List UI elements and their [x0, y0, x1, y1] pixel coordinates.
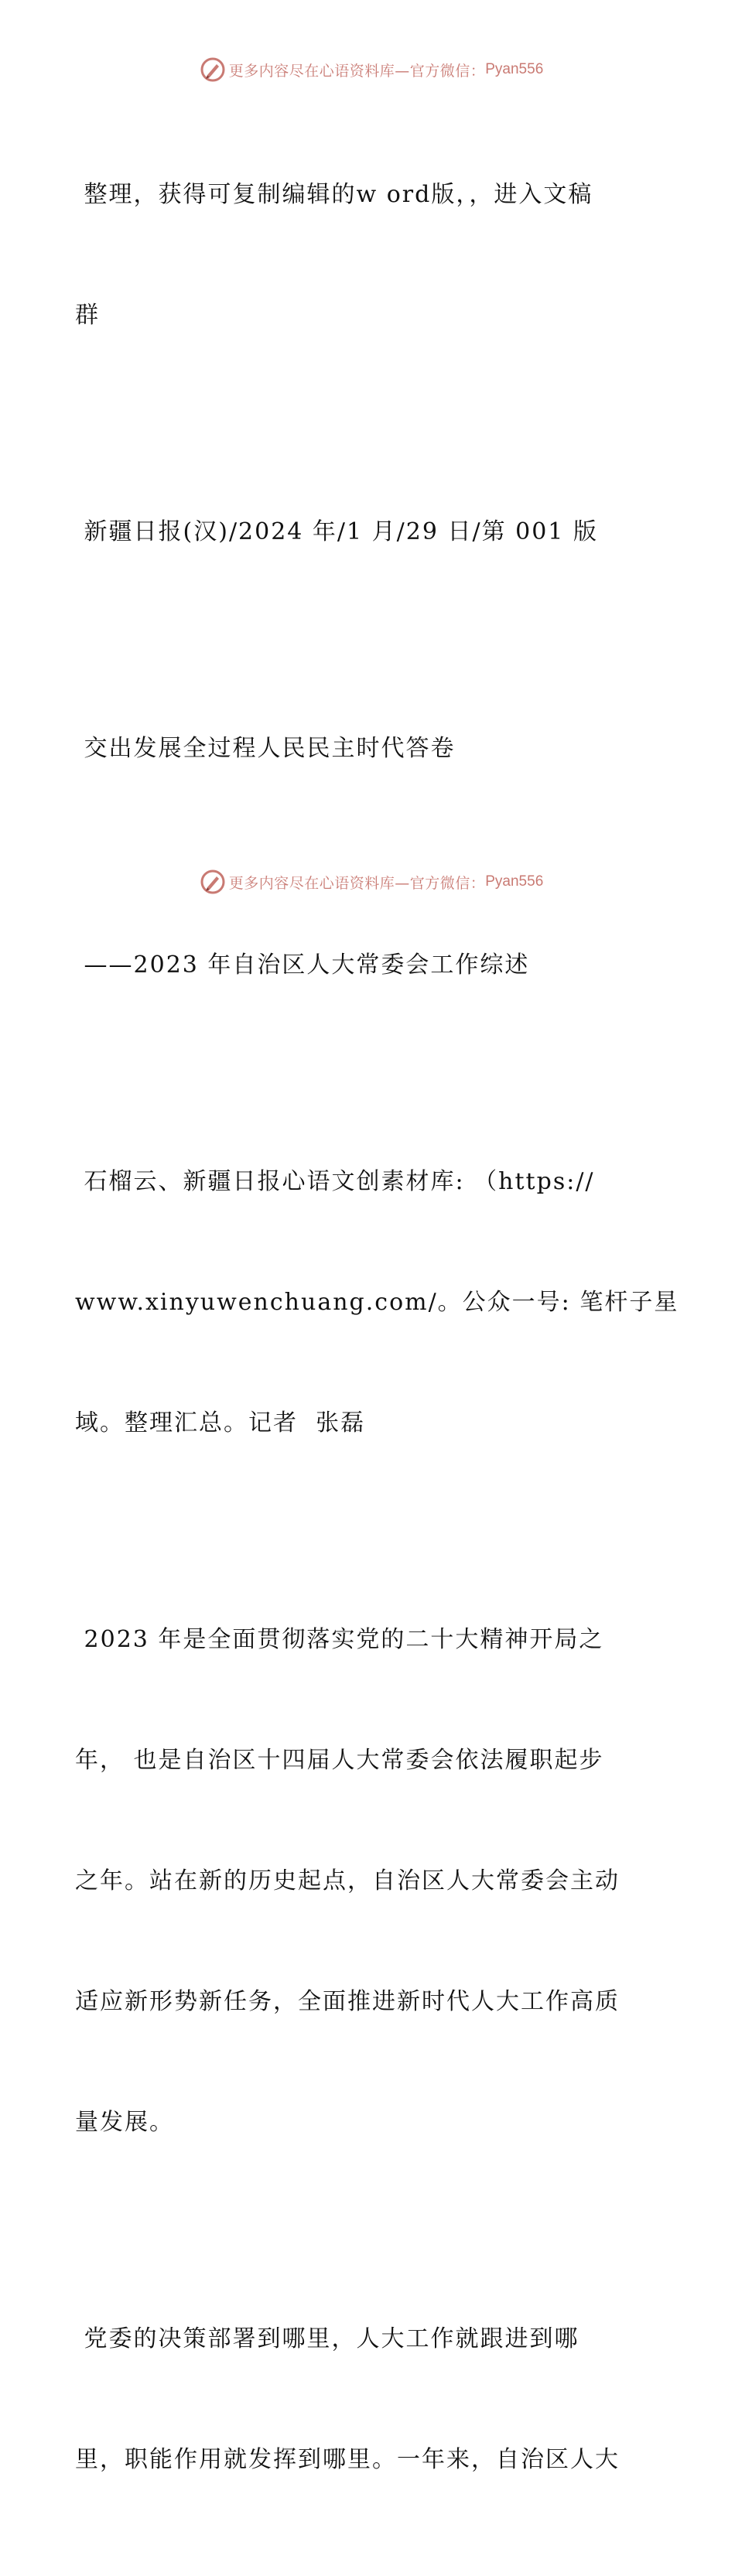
- paragraph-intro: [75, 94, 663, 416]
- text-line: 之年。站在新的历史起点，自治区人大常委会主动: [75, 1867, 620, 1894]
- text-line: 年， 也是自治区十四届人大常委会依法履职起步: [75, 1747, 604, 1774]
- text-line: 石榴云、新疆日报心语文创素材库: （https://: [75, 1168, 595, 1195]
- text-line: 里，职能作用就发挥到哪里。一年来，自治区人大: [75, 2446, 620, 2473]
- text-line: 群: [75, 302, 100, 329]
- document-body: [75, 94, 679, 2576]
- paragraph-source: [75, 432, 663, 633]
- pen-logo-icon: [200, 56, 226, 83]
- text-line: 交出发展全过程人民民主时代答卷: [75, 735, 456, 762]
- text-line: 新疆日报(汉)/2024 年/1 月/29 日/第 001 版: [75, 518, 598, 545]
- text-line: 适应新形势新任务，全面推进新时代人大工作高质: [75, 1988, 620, 2015]
- paragraph-body-1: [75, 1539, 663, 2223]
- paragraph-body-2: [75, 2239, 663, 2561]
- text-line: 党委的决策部署到哪里，人大工作就跟进到哪: [75, 2325, 579, 2352]
- text-line: 域。整理汇总。记者 张磊: [75, 1409, 366, 1437]
- footer-watermark: [0, 866, 735, 897]
- watermark-text: 更多内容尽在心语资料库—官方微信：: [228, 62, 486, 80]
- watermark-wechat-id: Pyan556: [485, 61, 544, 77]
- text-line: 整理，获得可复制编辑的w ord版，，进入文稿: [75, 181, 593, 208]
- header-watermark: [0, 54, 735, 85]
- article-title: [75, 648, 663, 849]
- text-line: 2023 年是全面贯彻落实党的二十大精神开局之: [75, 1626, 604, 1653]
- text-line: 量发展。: [75, 2109, 174, 2136]
- pen-logo-icon: [200, 869, 226, 895]
- text-line: ——2023 年自治区人大常委会工作综述: [75, 951, 530, 979]
- watermark-wechat-id: Pyan556: [485, 873, 544, 890]
- paragraph-byline: [75, 1081, 679, 1524]
- text-line: www.xinyuwenchuang.com/。公众一号: 笔杆子星: [75, 1289, 679, 1316]
- watermark-text: 更多内容尽在心语资料库—官方微信：: [228, 874, 486, 892]
